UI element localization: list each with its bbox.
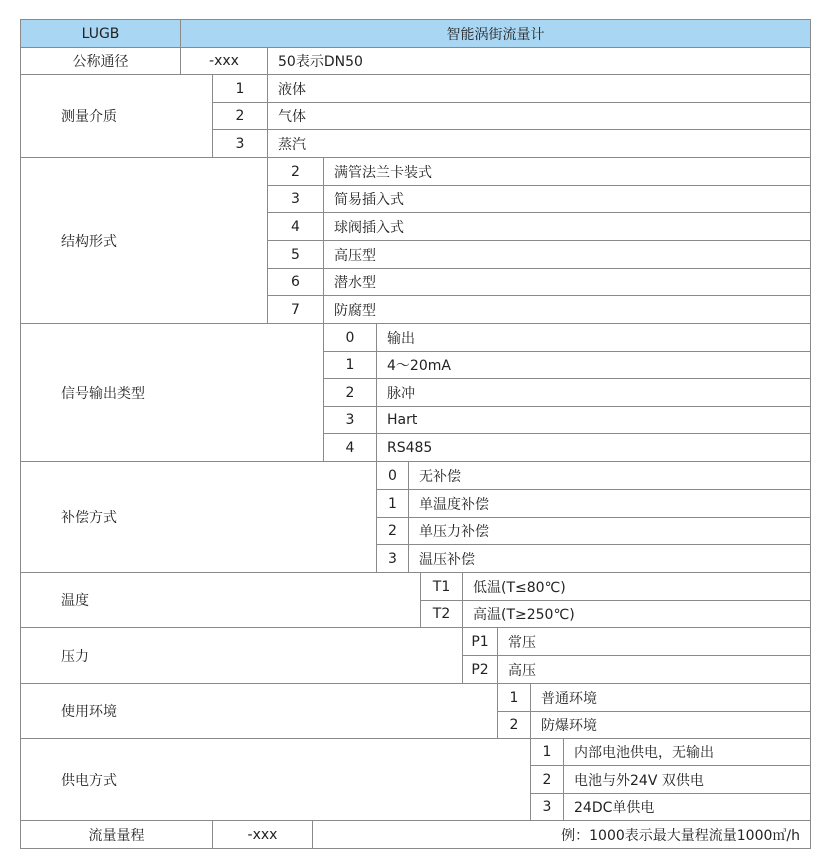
option-code <box>212 102 268 130</box>
option-code <box>267 295 324 324</box>
option-desc-text: 防腐型 <box>334 302 376 319</box>
option-desc-text: 4～20mA <box>387 358 451 374</box>
option-code-text: 3 <box>345 412 355 428</box>
option-desc <box>376 378 811 407</box>
section-label <box>20 738 531 821</box>
option-code <box>323 406 377 434</box>
option-desc-text: 温压补偿 <box>419 551 475 568</box>
option-code <box>267 157 324 186</box>
option-desc <box>376 351 811 379</box>
option-code-text: 1 <box>388 495 397 512</box>
option-desc <box>323 295 811 324</box>
option-desc <box>323 212 811 241</box>
option-desc-text: 球阀插入式 <box>334 219 404 236</box>
option-code <box>212 74 268 103</box>
option-desc <box>408 461 811 490</box>
option-code-text: 2 <box>388 523 397 539</box>
flow-range-code-text: -xxx <box>247 826 278 843</box>
product-title-cell <box>180 19 811 48</box>
option-desc-text: 高压 <box>508 662 536 679</box>
option-desc-text: 低温(T≤80℃) <box>473 579 566 596</box>
option-desc <box>376 323 811 352</box>
option-code-text: 2 <box>291 163 300 180</box>
option-desc <box>408 517 811 545</box>
option-desc <box>497 627 811 656</box>
option-desc <box>462 600 811 628</box>
option-code <box>267 212 324 241</box>
option-desc <box>408 544 811 573</box>
option-desc-text: 电池与外24V 双供电 <box>574 772 704 789</box>
nominal-diameter-label <box>20 47 181 75</box>
option-code-text: 2 <box>345 384 355 401</box>
option-code <box>267 240 324 269</box>
option-desc-text: 内部电池供电，无输出 <box>574 745 714 761</box>
option-code <box>323 323 377 352</box>
option-desc-text: 输出 <box>387 330 415 347</box>
option-code <box>212 129 268 158</box>
option-desc-text: 防爆环境 <box>541 718 597 734</box>
flow-range-label <box>20 820 213 849</box>
option-desc-text: Hart <box>387 412 418 428</box>
nominal-diameter-desc <box>267 47 811 75</box>
option-code <box>420 600 463 628</box>
section-label-text: 供电方式 <box>61 772 117 789</box>
option-code-text: 7 <box>291 301 300 318</box>
product-title-cell-text: 智能涡街流量计 <box>446 26 545 43</box>
section-label-text: 压力 <box>61 648 89 665</box>
option-desc-text: 高温(T≥250℃) <box>473 607 575 623</box>
option-code <box>462 627 498 656</box>
option-desc <box>323 185 811 213</box>
option-desc <box>267 74 811 103</box>
section-label-text: 信号输出类型 <box>61 385 145 402</box>
section-label <box>20 572 421 628</box>
option-desc-text: 脉冲 <box>387 385 415 402</box>
option-code-text: 0 <box>388 467 397 484</box>
option-code-text: 5 <box>291 246 300 263</box>
option-code-text: 2 <box>235 108 245 124</box>
flow-range-desc-text: 例：1000表示最大量程流量1000㎥/h <box>561 827 800 844</box>
section-label-text: 测量介质 <box>61 109 117 125</box>
option-desc-text: 无补偿 <box>419 468 461 485</box>
option-desc <box>408 489 811 518</box>
option-desc-text: 蒸汽 <box>278 136 306 153</box>
section-label <box>20 157 268 324</box>
nominal-diameter-label-text: 公称通径 <box>72 54 129 70</box>
section-label-text: 补偿方式 <box>61 510 117 526</box>
option-code <box>530 765 564 794</box>
option-desc-text: 高压型 <box>334 247 376 264</box>
option-code <box>376 517 409 545</box>
option-code <box>497 683 531 712</box>
option-code-text: 2 <box>542 771 552 788</box>
option-desc <box>267 102 811 130</box>
option-desc <box>563 765 811 794</box>
section-label-text: 结构形式 <box>61 233 117 250</box>
option-code-text: 0 <box>345 329 355 346</box>
option-code-text: 3 <box>542 799 552 815</box>
option-desc-text: 单温度补偿 <box>419 496 489 513</box>
option-code <box>323 351 377 379</box>
option-desc-text: 24DC单供电 <box>574 800 655 816</box>
nominal-diameter-code-text: -xxx <box>209 53 239 69</box>
option-desc-text: 气体 <box>278 109 306 125</box>
option-code-text: 1 <box>509 689 519 706</box>
option-code <box>376 489 409 518</box>
option-code-text: 3 <box>235 135 245 152</box>
option-code <box>420 572 463 601</box>
option-desc <box>563 738 811 766</box>
section-label <box>20 627 463 684</box>
option-code-text: 1 <box>345 357 355 373</box>
option-desc <box>323 157 811 186</box>
option-desc-text: 简易插入式 <box>334 192 404 208</box>
nominal-diameter-code <box>180 47 268 75</box>
option-desc <box>530 683 811 712</box>
option-code-text: 4 <box>345 439 355 456</box>
option-desc <box>462 572 811 601</box>
option-code <box>462 655 498 684</box>
option-desc <box>563 793 811 821</box>
flow-range-code <box>212 820 313 849</box>
option-desc-text: 常压 <box>508 634 536 651</box>
section-label-text: 温度 <box>61 593 89 609</box>
option-code-text: 4 <box>291 218 300 235</box>
section-label <box>20 323 324 462</box>
option-code <box>530 793 564 821</box>
option-code-text: T1 <box>432 578 451 595</box>
option-desc <box>267 129 811 158</box>
flow-range-label-text: 流量量程 <box>88 827 145 844</box>
section-label <box>20 74 213 158</box>
option-code <box>323 378 377 407</box>
option-code-text: 3 <box>388 550 397 567</box>
option-code <box>497 711 531 739</box>
option-desc <box>497 655 811 684</box>
option-desc <box>323 240 811 269</box>
option-code-text: T2 <box>432 606 451 622</box>
option-desc <box>530 711 811 739</box>
option-code <box>267 268 324 296</box>
option-code <box>267 185 324 213</box>
option-code <box>530 738 564 766</box>
option-desc-text: 普通环境 <box>541 690 597 707</box>
option-desc-text: 单压力补偿 <box>419 524 489 540</box>
option-desc-text: 液体 <box>278 81 306 98</box>
option-desc <box>376 433 811 462</box>
section-label <box>20 461 377 573</box>
option-code-text: 3 <box>291 191 300 207</box>
option-code-text: 1 <box>542 744 552 760</box>
option-code <box>376 544 409 573</box>
option-desc-text: 满管法兰卡装式 <box>334 164 432 181</box>
option-code-text: 6 <box>291 274 300 290</box>
option-desc <box>323 268 811 296</box>
section-label <box>20 683 498 739</box>
option-code-text: 1 <box>235 80 245 97</box>
option-code-text: P1 <box>471 633 489 650</box>
flow-range-desc <box>312 820 811 849</box>
option-code <box>376 461 409 490</box>
section-label-text: 使用环境 <box>61 704 117 720</box>
nominal-diameter-desc-text: 50表示DN50 <box>278 54 363 70</box>
option-desc-text: RS485 <box>387 439 433 456</box>
model-code-cell-text: LUGB <box>81 25 120 42</box>
option-code-text: 2 <box>509 717 519 733</box>
option-code <box>323 433 377 462</box>
option-code-text: P2 <box>471 661 489 678</box>
option-desc <box>376 406 811 434</box>
model-code-cell <box>20 19 181 48</box>
option-desc-text: 潜水型 <box>334 275 376 291</box>
